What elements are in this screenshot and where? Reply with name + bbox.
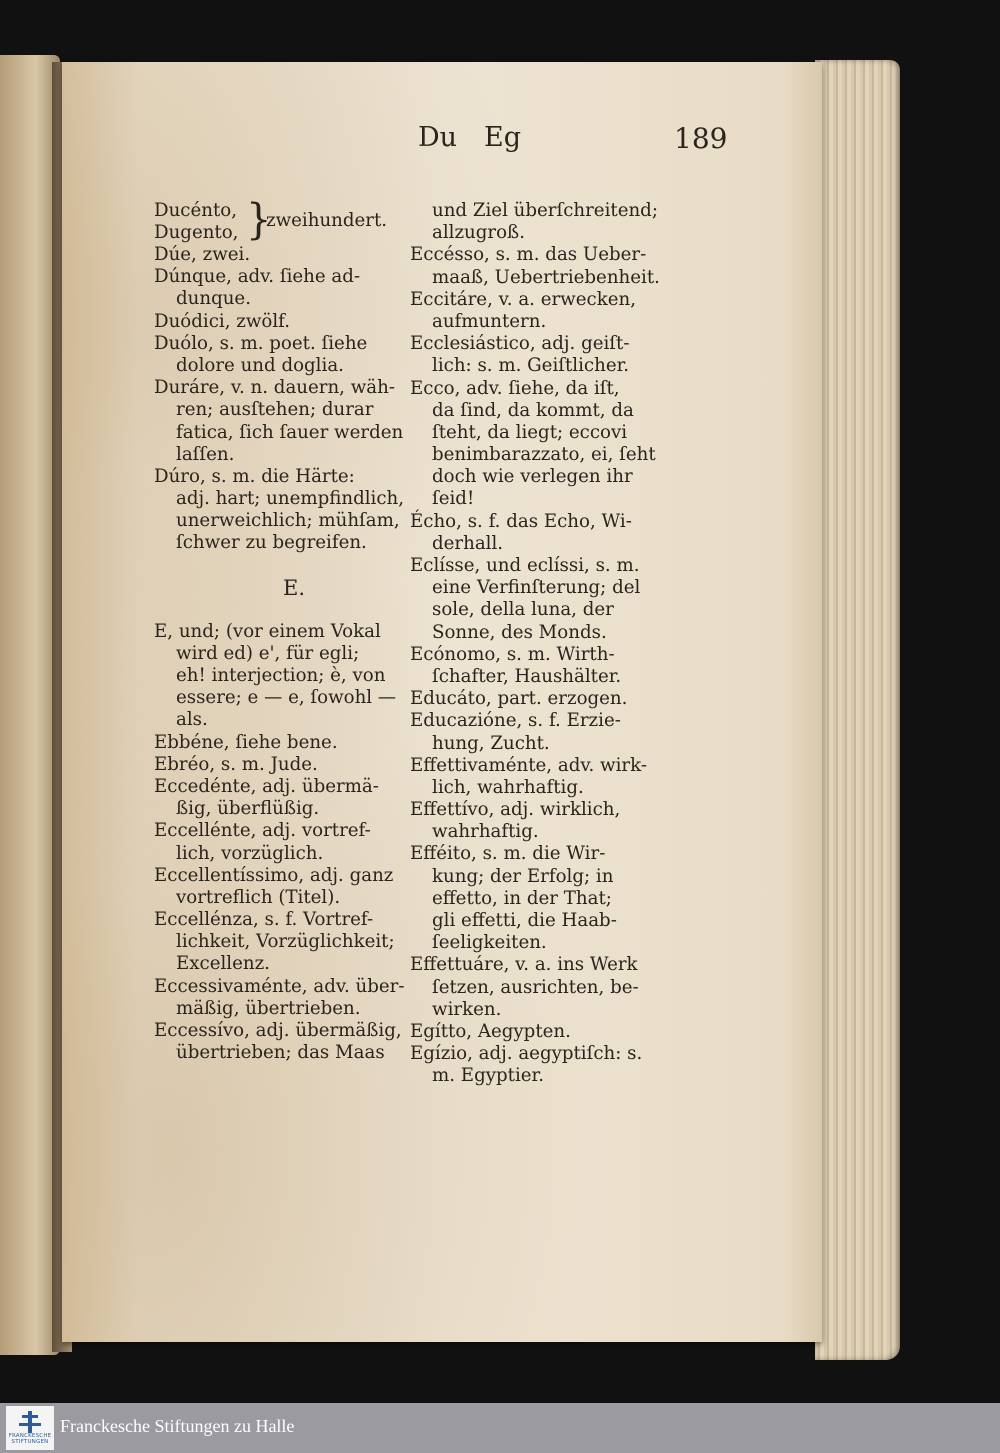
entry-line: fatica, ſich ſauer werden (176, 421, 404, 443)
entry-line: dolore und doglia. (176, 354, 344, 376)
entry-line: als. (176, 709, 208, 731)
logo-mark-icon (19, 1411, 41, 1433)
entry-line: Eccessívo, adj. übermäßig, (154, 1020, 402, 1041)
entry-line: ſeid! (432, 488, 475, 510)
entry-line: Ebbéne, ſiehe bene. (154, 731, 338, 753)
headword: Dugento, (154, 222, 239, 243)
section-letter: E. (282, 575, 305, 600)
right-entries (410, 200, 720, 1088)
entry-line: Ecco, adv. ſiehe, da iſt, (410, 377, 620, 399)
entry-line: Écho, s. f. das Echo, Wi- (410, 510, 632, 532)
entry-line: Duráre, v. n. dauern, wäh- (154, 377, 396, 399)
entry-line: unerweichlich; mühſam, (176, 510, 400, 532)
entry-line: ſeeligkeiten. (432, 932, 547, 954)
entry-line: Ebréo, s. m. Jude. (154, 753, 318, 775)
entry-line: Eccésso, s. m. das Ueber- (410, 244, 647, 266)
page-number: 189 (674, 122, 728, 155)
entry-line: benimbarazzato, ei, ſeht (432, 444, 656, 466)
left-page-edge (0, 55, 60, 1355)
entry-line: ſetzen, ausrichten, be- (432, 976, 639, 998)
entry-line: dunque. (176, 288, 251, 310)
entry-line: gli effetti, die Haab- (432, 910, 617, 931)
entry-line: Eccellénte, adj. vortref- (154, 820, 371, 842)
right-column (410, 200, 720, 1088)
logo-text: FRANCKESCHE STIFTUNGEN (8, 1433, 52, 1445)
entry-line: eine Verfinſterung; del (432, 577, 641, 599)
entry-line: da ſind, da kommt, da (432, 399, 634, 421)
entry-line: eh! interjection; è, von (176, 665, 386, 686)
dictionary-page (62, 62, 822, 1342)
running-head-left: Du (418, 122, 458, 153)
entry-line: kung; der Erfolg; in (432, 865, 614, 887)
entry-line: Eccedénte, adj. übermä- (154, 775, 379, 797)
entry-line: Effettivaménte, adv. wirk- (410, 754, 647, 776)
entry-line: übertrieben; das Maas (176, 1042, 385, 1064)
entry-line: Educáto, part. erzogen. (410, 688, 628, 710)
entry-line: laſſen. (176, 443, 235, 465)
entry-line: lich: s. m. Geiſtlicher. (432, 355, 630, 377)
entry-line: lich, vorzüglich. (176, 842, 324, 864)
entry-line: adj. hart; unempfindlich, (176, 488, 405, 510)
entry-line: Dúe, zwei. (154, 244, 251, 265)
entry-line: Sonne, des Monds. (432, 621, 607, 643)
entry-line: ſchwer zu begreifen. (176, 532, 367, 554)
entry-line: maaß, Uebertriebenheit. (432, 266, 660, 288)
institution-logo (6, 1406, 54, 1450)
entry-line: E, und; (vor einem Vokal (154, 620, 381, 642)
footer-banner (0, 1403, 1000, 1453)
entry-line: wahrhaftig. (432, 821, 539, 843)
entry-line: ren; ausſtehen; durar (176, 399, 374, 421)
entry-line: Effettívo, adj. wirklich, (410, 799, 621, 821)
entry-line: Dúnque, adv. ſiehe ad- (154, 266, 361, 288)
entry-line: sole, della luna, der (432, 599, 614, 621)
brace-headwords (154, 200, 238, 244)
entry-line: Excellenz. (176, 953, 270, 975)
running-head-right: Eg (484, 122, 521, 153)
entry-line: lich, wahrhaftig. (432, 776, 584, 798)
entry-line: allzugroß. (432, 222, 525, 244)
entry-line: derhall. (432, 532, 504, 554)
entry-line: Dúro, s. m. die Härte: (154, 465, 355, 487)
entry-line: Efféito, s. m. die Wir- (410, 843, 606, 865)
entry-line: Eccitáre, v. a. erwecken, (410, 288, 636, 310)
entry-line: Eccellénza, s. f. Vortref- (154, 909, 374, 931)
entry-line: Educazióne, s. f. Erzie- (410, 710, 621, 732)
brace-symbol: } (246, 195, 272, 245)
entry-line: Egítto, Aegypten. (410, 1020, 571, 1042)
entry-line: Eclísse, und eclíssi, s. m. (410, 555, 640, 576)
entry-line: aufmuntern. (432, 310, 547, 332)
entry-line: mäßig, übertrieben. (176, 997, 361, 1019)
entry-line: ßig, überflüßig. (176, 798, 320, 820)
entry-line: Eccellentíssimo, adj. ganz (154, 864, 394, 886)
page-stack-edge (815, 60, 900, 1360)
entry-line: hung, Zucht. (432, 732, 550, 754)
entry-line: ſteht, da liegt; eccovi (432, 421, 628, 443)
entry-line: effetto, in der That; (432, 887, 612, 909)
entry-line: Ecclesiástico, adj. geiſt- (410, 333, 630, 355)
entry-line: Duólo, s. m. poet. ſiehe (154, 332, 368, 354)
entry-line: Duódici, zwölf. (154, 310, 291, 332)
entry-line: vortreflich (Titel). (176, 886, 341, 908)
entry-line: lichkeit, Vorzüglichkeit; (176, 931, 395, 953)
entry-line: Ecónomo, s. m. Wirth- (410, 643, 615, 665)
entry-line: Egízio, adj. aegyptiſch: s. (410, 1043, 643, 1065)
entry-line: essere; e — e, ſowohl — (176, 687, 397, 709)
entry-line: ſchafter, Haushälter. (432, 665, 622, 687)
entry-line: m. Egyptier. (432, 1065, 545, 1087)
brace-gloss: zweihundert. (266, 210, 388, 231)
entry-line: wird ed) e', für egli; (176, 642, 360, 664)
entry-line: Effettuáre, v. a. ins Werk (410, 954, 638, 976)
entry-line: Eccessivaménte, adv. über- (154, 975, 405, 997)
entry-line: doch wie verlegen ihr (432, 466, 633, 488)
headword: Ducénto, (154, 200, 237, 221)
institution-name: Franckesche Stiftungen zu Halle (60, 1416, 295, 1436)
entry-line: wirken. (432, 998, 502, 1020)
entry-line: und Ziel überſchreitend; (432, 200, 658, 221)
